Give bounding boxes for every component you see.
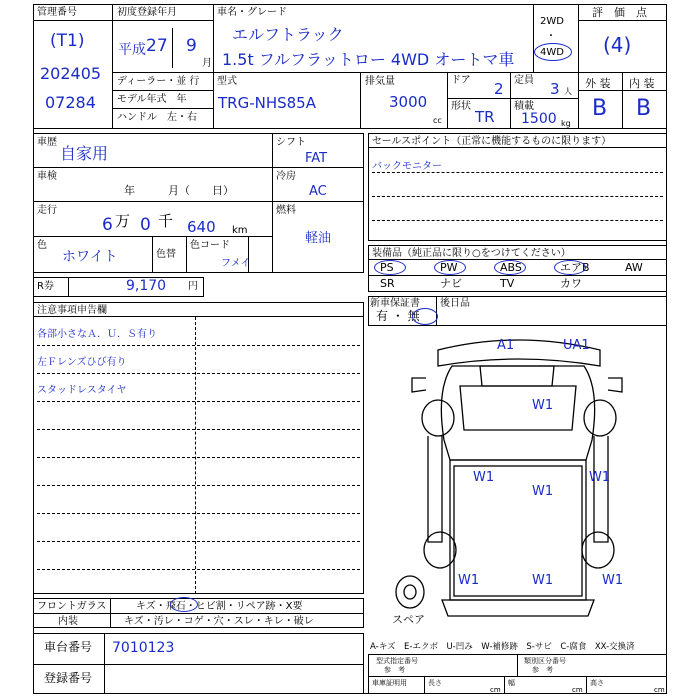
equip-circle-3 [494, 260, 526, 275]
color-value: ホワイト [62, 249, 118, 265]
note-line-2: 左Ｆレンズひび有り [37, 357, 127, 368]
mileage-sen-unit: 千 [158, 212, 174, 230]
color-change-label: 色替 [156, 249, 176, 260]
damage-mark-4: W1 [473, 470, 495, 485]
handle-label: ハンドル 左・右 [117, 112, 197, 123]
damage-mark-5: W1 [532, 484, 554, 499]
note-rule [37, 373, 360, 374]
footer-c: 参 考 [384, 666, 405, 674]
footer-d: 参 考 [532, 666, 553, 674]
footer-cm-2: cm [572, 686, 583, 694]
footer-a: 型式指定番号 [376, 657, 418, 665]
fuel-value: 軽油 [305, 231, 332, 246]
cap-unit: 人 [564, 87, 572, 96]
equip-item-2: PW [440, 261, 458, 274]
reg-month: 9 [186, 36, 197, 56]
shape-label: 形状 [451, 101, 471, 112]
drive-4wd-circle [534, 43, 572, 61]
recycle-label: R券 [37, 281, 54, 292]
note-rule [37, 541, 360, 542]
mileage-unit: km [232, 225, 248, 236]
warranty-label: 新車保証書 [370, 298, 420, 309]
ac-value: AC [309, 184, 327, 199]
load-unit: kg [561, 119, 571, 128]
delivery-label: 後日品 [440, 298, 470, 309]
int-score: B [636, 96, 652, 121]
mgmt-label: 管理番号 [37, 7, 77, 18]
mileage-sen: 0 [140, 215, 151, 235]
mgmt-code1: (T1) [50, 31, 85, 51]
interior-items: キズ・汚レ・コゲ・穴・スレ・キレ・破レ [124, 616, 314, 627]
warranty-circle [412, 308, 438, 325]
name-line1: エルフトラック [232, 25, 344, 44]
cap-value: 3 [550, 80, 560, 98]
note-rule [37, 345, 360, 346]
equip-item-3: ABS [500, 261, 522, 274]
model-year-label: モデル年式 年 [117, 94, 187, 105]
load-label: 積載 [514, 101, 534, 112]
note-rule [37, 457, 360, 458]
notes-label: 注意事項申告欄 [37, 305, 107, 316]
footer-e: 車庫証明用 [372, 679, 407, 687]
glass-label: フロントガラス [37, 601, 107, 612]
equip-item-r2-2: ナビ [440, 277, 462, 290]
note-rule [37, 513, 360, 514]
inspection-label: 車検 [37, 171, 57, 182]
equip-item-5: AW [625, 261, 643, 274]
load-value: 1500 [521, 111, 557, 127]
note-rule [37, 429, 360, 430]
reg-month-unit: 月 [202, 58, 212, 69]
name-label: 車名・グレード [217, 7, 287, 18]
dealer-label: ディーラー・並 行 [117, 76, 200, 87]
reg-label: 初度登録年月 [117, 7, 177, 18]
note-rule [37, 401, 360, 402]
damage-legend: A-キズ E-エクボ U-凹み W-補修跡 S-サビ C-腐食 XX-交換済 [370, 642, 635, 652]
equip-circle-1 [374, 260, 406, 275]
door-label: ドア [451, 75, 471, 86]
color-code-label: 色コード [190, 240, 230, 251]
chassis-value: 7010123 [112, 640, 175, 656]
warranty-value: 有 ・ 無 [376, 309, 420, 323]
drive-4wd: 4WD [540, 47, 564, 58]
score-label: 評 価 点 [592, 6, 647, 19]
damage-mark-9: W1 [602, 573, 624, 588]
ext-score: B [592, 96, 608, 121]
mileage-rest: 640 [187, 218, 216, 236]
note-rule [37, 569, 360, 570]
footer-g: 幅 [508, 679, 515, 687]
fuel-label: 燃料 [276, 205, 296, 216]
recycle-value: 9,170 [126, 278, 167, 294]
disp-unit: cc [433, 116, 442, 125]
damage-mark-7: W1 [458, 573, 480, 588]
color-code: フメイ [221, 258, 251, 269]
equip-item-4: エアB [560, 261, 590, 274]
disp-label: 排気量 [365, 76, 395, 87]
shift-value: FAT [305, 151, 328, 166]
equip-item-r2-1: SR [380, 277, 395, 290]
equip-item-1: PS [380, 261, 394, 274]
equip-circle-4 [554, 260, 586, 275]
footer-b: 類別区分番号 [524, 657, 566, 665]
equip-circle-2 [434, 260, 466, 275]
reg-era: 平成 [118, 42, 146, 58]
footer-f: 長さ [428, 679, 442, 687]
model-value: TRG-NHS85A [218, 94, 316, 112]
footer-cm-1: cm [490, 686, 501, 694]
footer-h: 高さ [590, 679, 604, 687]
color-label: 色 [37, 240, 47, 251]
note-line-1: 各部小さなＡ．Ｕ．Ｓ有り [37, 329, 157, 340]
interior-label: 内装 [58, 616, 78, 627]
drive-2wd: 2WD [540, 16, 564, 27]
note-rule [37, 485, 360, 486]
damage-mark-3: W1 [532, 398, 554, 413]
damage-mark-6: W1 [589, 470, 611, 485]
mgmt-code2: 202405 [40, 64, 102, 83]
reg-year: 27 [146, 36, 168, 56]
glass-items: キズ・飛石・ヒビ割・リペア跡・X要 [136, 601, 303, 612]
shape-value: TR [475, 108, 495, 126]
int-label: 内 装 [629, 77, 655, 90]
damage-mark-1: A1 [497, 338, 515, 353]
recycle-unit: 円 [188, 281, 198, 292]
spare-label: スペア [392, 613, 425, 626]
drive-dot: ・ [546, 31, 556, 42]
regno-label: 登録番号 [44, 671, 93, 685]
ac-label: 冷房 [276, 171, 296, 182]
mileage-label: 走行 [37, 205, 57, 216]
mileage-man-unit: 万 [115, 212, 131, 230]
sales-label: セールスポイント（正常に機能するものに限ります） [372, 136, 612, 147]
model-label: 型式 [217, 76, 237, 87]
equip-label: 装備品（純正品に限り○をつけてください） [372, 248, 571, 259]
score-value: (4) [603, 33, 632, 57]
door-value: 2 [494, 80, 504, 98]
footer-cm-3: cm [654, 686, 665, 694]
equip-item-r2-3: TV [500, 277, 515, 290]
ext-label: 外 装 [585, 77, 611, 90]
chassis-label: 車台番号 [44, 640, 93, 654]
equip-item-r2-4: カワ [560, 277, 582, 290]
mileage-man: 6 [102, 215, 113, 235]
history-label: 車歴 [37, 137, 57, 148]
damage-mark-8: W1 [532, 573, 554, 588]
sales-line1: バックモニター [372, 161, 442, 172]
mgmt-code3: 07284 [45, 93, 96, 112]
shift-label: シフト [276, 137, 306, 148]
glass-circle [170, 597, 198, 612]
note-line-3: スタッドレスタイヤ [37, 385, 127, 396]
damage-mark-2: UA1 [563, 338, 590, 353]
disp-value: 3000 [389, 93, 428, 111]
name-line2: 1.5t フルフラットロー 4WD オートマ車 [222, 50, 515, 69]
inspection-text: 年 月（ 日） [124, 184, 234, 197]
cap-label: 定員 [514, 75, 534, 86]
history-value: 自家用 [60, 144, 109, 163]
